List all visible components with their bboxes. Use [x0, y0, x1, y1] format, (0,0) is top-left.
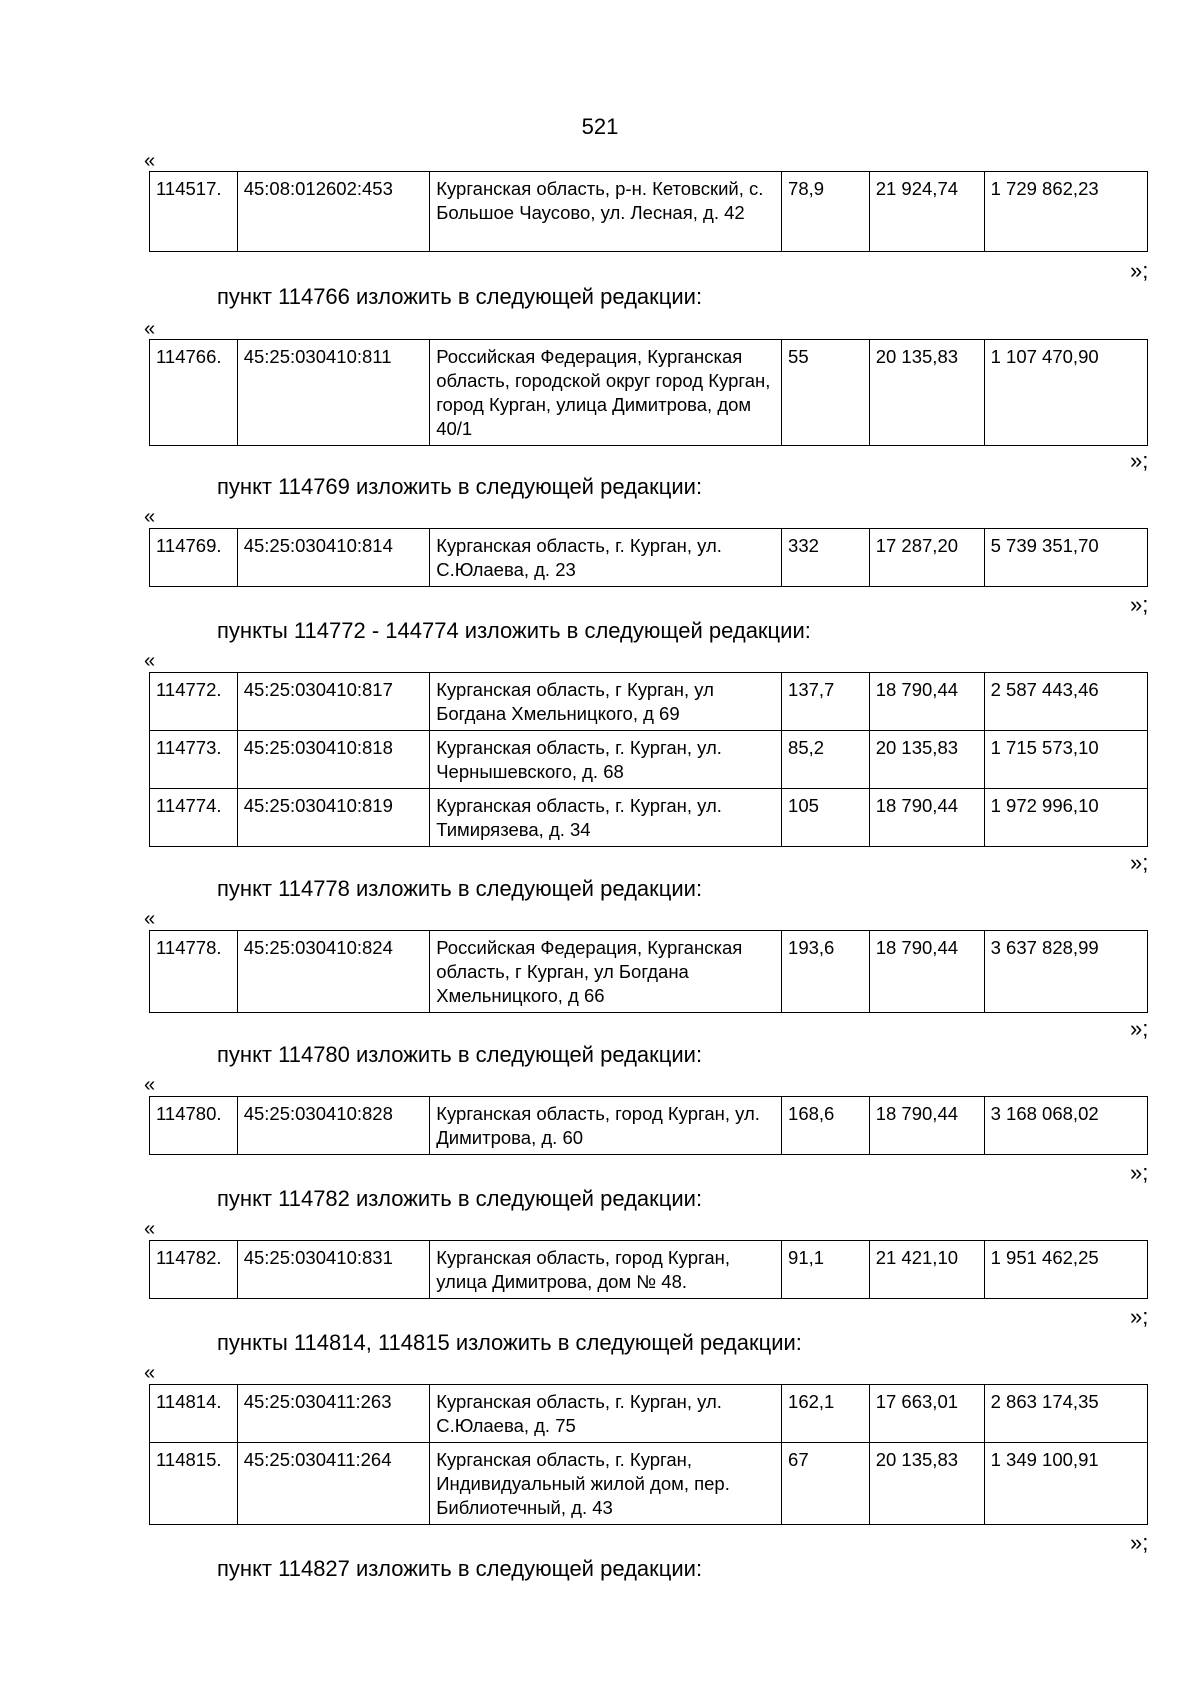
address: Курганская область, г. Курган, ул. Чернышевского, д. 68	[430, 731, 782, 789]
area: 78,9	[782, 172, 870, 252]
closing-quote: »;	[1130, 850, 1149, 875]
record-table	[149, 1096, 1148, 1155]
table-row	[150, 1443, 1148, 1525]
cadastral-value: 1 107 470,90	[984, 340, 1147, 446]
area: 67	[782, 1443, 870, 1525]
cadastral-number: 45:25:030410:819	[237, 789, 430, 847]
rate: 18 790,44	[869, 1097, 984, 1155]
opening-quote: «	[144, 1218, 156, 1240]
instruction-text: пункт 114769 изложить в следующей редакции:	[217, 474, 703, 499]
opening-quote: «	[144, 506, 156, 528]
rate: 18 790,44	[869, 931, 984, 1013]
rate: 21 421,10	[869, 1241, 984, 1299]
page-number: 521	[581, 114, 619, 139]
rate: 17 287,20	[869, 529, 984, 587]
table-row	[150, 673, 1148, 731]
record-table	[149, 528, 1148, 587]
rate: 17 663,01	[869, 1385, 984, 1443]
cadastral-number: 45:25:030411:263	[237, 1385, 430, 1443]
cadastral-value: 1 715 573,10	[984, 731, 1147, 789]
instruction-text: пункт 114766 изложить в следующей редакции:	[217, 284, 703, 309]
cadastral-number: 45:25:030411:264	[237, 1443, 430, 1525]
area: 193,6	[782, 931, 870, 1013]
row-number: 114782.	[150, 1241, 238, 1299]
row-number: 114517.	[150, 172, 238, 252]
cadastral-number: 45:25:030410:828	[237, 1097, 430, 1155]
address: Курганская область, город Курган, улица Димитрова, дом № 48.	[430, 1241, 782, 1299]
record-table	[149, 339, 1148, 446]
table-row	[150, 172, 1148, 252]
row-number: 114766.	[150, 340, 238, 446]
row-number: 114773.	[150, 731, 238, 789]
row-number: 114780.	[150, 1097, 238, 1155]
instruction-text: пункт 114827 изложить в следующей редакции:	[217, 1556, 703, 1581]
table-row	[150, 1385, 1148, 1443]
row-number: 114769.	[150, 529, 238, 587]
instruction-text: пункты 114772 - 144774 изложить в следующей редакции:	[217, 618, 811, 643]
closing-quote: »;	[1130, 1016, 1149, 1041]
area: 91,1	[782, 1241, 870, 1299]
closing-quote: »;	[1130, 592, 1149, 617]
address: Курганская область, г. Курган, ул. С.Юлаева, д. 75	[430, 1385, 782, 1443]
cadastral-value: 5 739 351,70	[984, 529, 1147, 587]
opening-quote: «	[144, 1074, 156, 1096]
rate: 21 924,74	[869, 172, 984, 252]
address: Российская Федерация, Курганская область, г Курган, ул Богдана Хмельницкого, д 66	[430, 931, 782, 1013]
opening-quote: «	[144, 318, 156, 340]
rate: 20 135,83	[869, 1443, 984, 1525]
rate: 20 135,83	[869, 340, 984, 446]
cadastral-value: 2 863 174,35	[984, 1385, 1147, 1443]
opening-quote: «	[144, 150, 156, 172]
opening-quote: «	[144, 1362, 156, 1384]
instruction-text: пункт 114782 изложить в следующей редакции:	[217, 1186, 703, 1211]
table-row	[150, 789, 1148, 847]
cadastral-value: 1 972 996,10	[984, 789, 1147, 847]
closing-quote: »;	[1130, 1304, 1149, 1329]
table-row	[150, 731, 1148, 789]
table-row	[150, 1097, 1148, 1155]
cadastral-value: 1 349 100,91	[984, 1443, 1147, 1525]
area: 332	[782, 529, 870, 587]
address: Курганская область, г Курган, ул Богдана Хмельницкого, д 69	[430, 673, 782, 731]
closing-quote: »;	[1130, 448, 1149, 473]
cadastral-number: 45:25:030410:814	[237, 529, 430, 587]
row-number: 114778.	[150, 931, 238, 1013]
row-number: 114815.	[150, 1443, 238, 1525]
table-row	[150, 340, 1148, 446]
address: Курганская область, г. Курган, ул. Тимирязева, д. 34	[430, 789, 782, 847]
area: 55	[782, 340, 870, 446]
record-table	[149, 171, 1148, 252]
opening-quote: «	[144, 650, 156, 672]
area: 137,7	[782, 673, 870, 731]
closing-quote: »;	[1130, 1530, 1149, 1555]
cadastral-value: 2 587 443,46	[984, 673, 1147, 731]
record-table	[149, 672, 1148, 847]
row-number: 114774.	[150, 789, 238, 847]
cadastral-number: 45:25:030410:824	[237, 931, 430, 1013]
row-number: 114814.	[150, 1385, 238, 1443]
row-number: 114772.	[150, 673, 238, 731]
opening-quote: «	[144, 908, 156, 930]
table-row	[150, 931, 1148, 1013]
cadastral-number: 45:25:030410:811	[237, 340, 430, 446]
area: 162,1	[782, 1385, 870, 1443]
cadastral-value: 3 168 068,02	[984, 1097, 1147, 1155]
cadastral-value: 1 951 462,25	[984, 1241, 1147, 1299]
address: Курганская область, г. Курган, ул. С.Юлаева, д. 23	[430, 529, 782, 587]
table-row	[150, 1241, 1148, 1299]
cadastral-number: 45:25:030410:817	[237, 673, 430, 731]
cadastral-value: 1 729 862,23	[984, 172, 1147, 252]
record-table	[149, 1240, 1148, 1299]
area: 168,6	[782, 1097, 870, 1155]
cadastral-number: 45:25:030410:831	[237, 1241, 430, 1299]
instruction-text: пункт 114778 изложить в следующей редакции:	[217, 876, 703, 901]
cadastral-number: 45:25:030410:818	[237, 731, 430, 789]
rate: 20 135,83	[869, 731, 984, 789]
cadastral-number: 45:08:012602:453	[237, 172, 430, 252]
rate: 18 790,44	[869, 789, 984, 847]
area: 105	[782, 789, 870, 847]
closing-quote: »;	[1130, 258, 1149, 283]
address: Курганская область, город Курган, ул. Димитрова, д. 60	[430, 1097, 782, 1155]
closing-quote: »;	[1130, 1160, 1149, 1185]
table-row	[150, 529, 1148, 587]
address: Курганская область, г. Курган, Индивидуальный жилой дом, пер. Библиотечный, д. 43	[430, 1443, 782, 1525]
instruction-text: пункты 114814, 114815 изложить в следующей редакции:	[217, 1330, 802, 1355]
instruction-text: пункт 114780 изложить в следующей редакции:	[217, 1042, 703, 1067]
address: Российская Федерация, Курганская область, городской округ город Курган, город Курган, улица Димитрова, дом 40/1	[430, 340, 782, 446]
address: Курганская область, р-н. Кетовский, с. Большое Чаусово, ул. Лесная, д. 42	[430, 172, 782, 252]
record-table	[149, 1384, 1148, 1525]
cadastral-value: 3 637 828,99	[984, 931, 1147, 1013]
rate: 18 790,44	[869, 673, 984, 731]
record-table	[149, 930, 1148, 1013]
area: 85,2	[782, 731, 870, 789]
